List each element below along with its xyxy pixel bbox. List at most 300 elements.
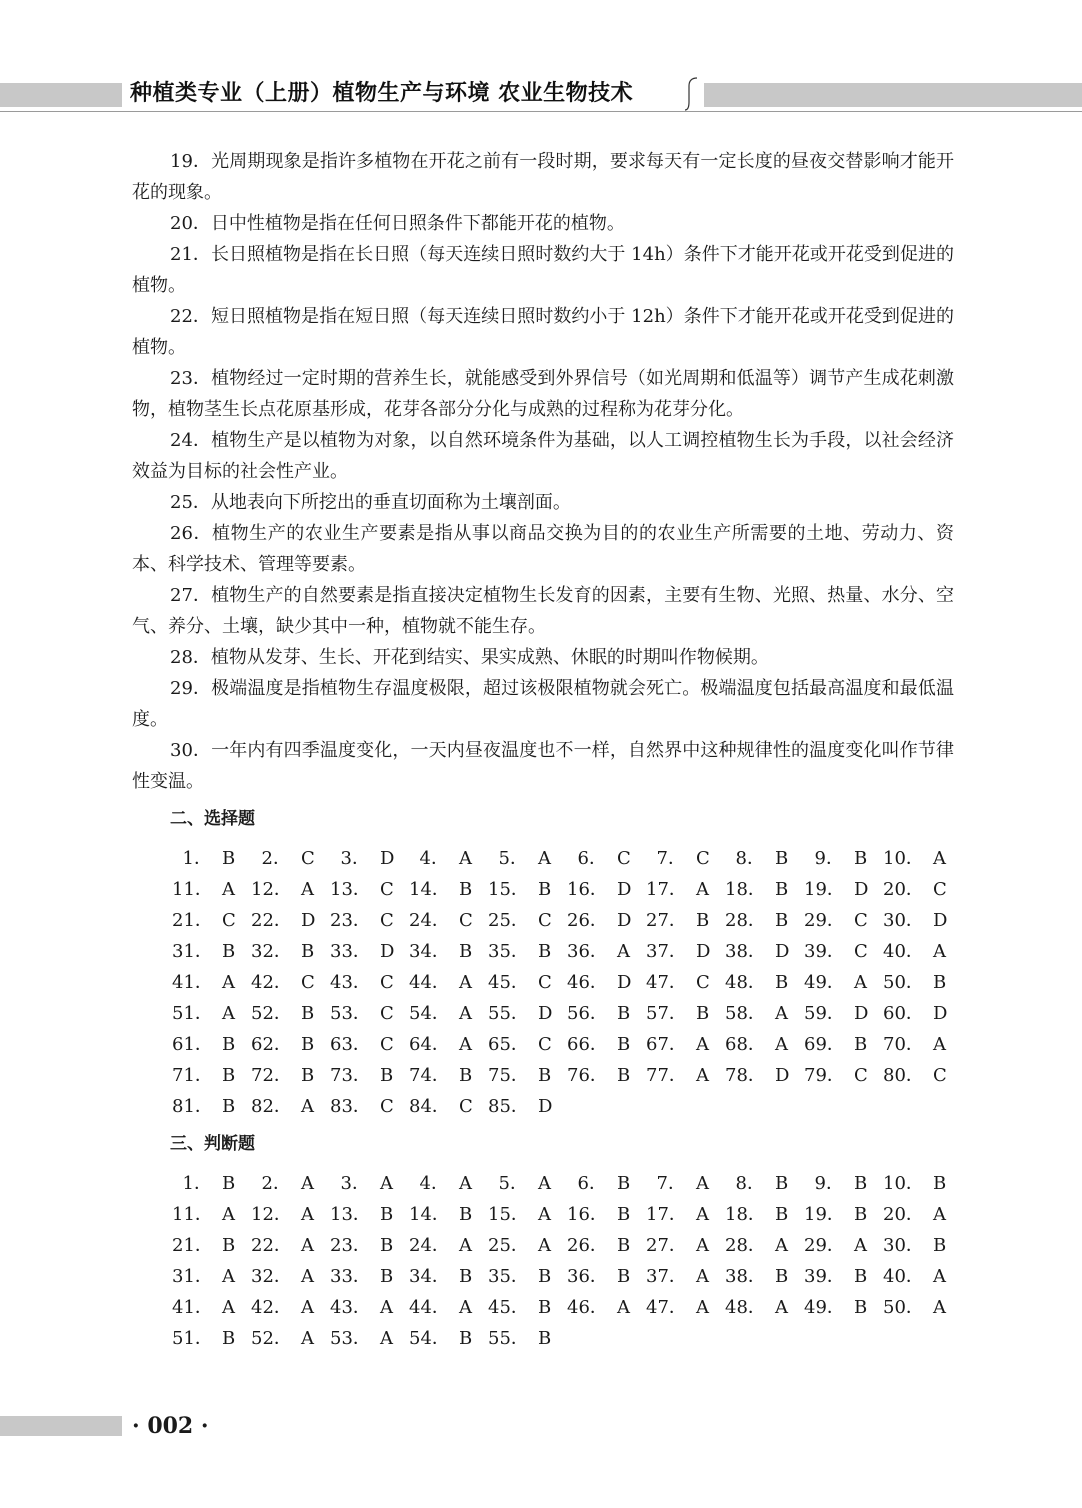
answer-number: 8． xyxy=(735,848,765,869)
answer-number: 75． xyxy=(488,1065,529,1086)
answer-number: 63． xyxy=(330,1034,371,1055)
answer-choice: B xyxy=(222,941,236,962)
answer-number: 24． xyxy=(409,910,450,931)
answer-choice: B xyxy=(617,1003,631,1024)
answer-number: 2． xyxy=(261,1173,291,1194)
answer-choice: A xyxy=(459,848,472,869)
answer-number: 23． xyxy=(330,910,371,931)
answer-choice: B xyxy=(222,1065,236,1086)
answer-number: 21． xyxy=(172,910,213,931)
answer-choice: A xyxy=(854,972,867,993)
answer-item xyxy=(172,1060,251,1091)
answer-number: 80． xyxy=(883,1065,924,1086)
answer-item xyxy=(567,1199,646,1230)
answer-item xyxy=(409,1230,488,1261)
answer-item xyxy=(804,1261,883,1292)
answer-item xyxy=(409,874,488,905)
answer-number: 42． xyxy=(251,1297,292,1318)
answer-item xyxy=(251,1060,330,1091)
answer-number: 64． xyxy=(409,1034,450,1055)
definition-paragraph: 26．植物生产的农业生产要素是指从事以商品交换为目的的农业生产所需要的土地、劳动力、资本、科学技术、管理等要素。 xyxy=(132,523,954,575)
answer-item xyxy=(804,843,883,874)
answer-item xyxy=(883,936,962,967)
answer-item xyxy=(883,1230,962,1261)
answer-choice: B xyxy=(222,1173,236,1194)
answer-item xyxy=(883,905,962,936)
answer-number: 45． xyxy=(488,1297,529,1318)
answer-choice: B xyxy=(459,879,473,900)
answer-item xyxy=(646,1168,725,1199)
definition-paragraph: 24．植物生产是以植物为对象，以自然环境条件为基础，以人工调控植物生长为手段，以社会经济效益为目标的社会性产业。 xyxy=(132,430,954,482)
answer-number: 15． xyxy=(488,879,529,900)
definition-paragraph: 29．极端温度是指植物生存温度极限，超过该极限植物就会死亡。极端温度包括最高温度和最低温度。 xyxy=(132,678,954,730)
answer-choice: B xyxy=(775,879,789,900)
answer-item xyxy=(646,1060,725,1091)
answer-choice: A xyxy=(380,1297,393,1318)
answer-choice: B xyxy=(775,848,789,869)
answer-item xyxy=(804,998,883,1029)
answer-item xyxy=(251,1230,330,1261)
answer-number: 36． xyxy=(567,941,608,962)
answer-number: 49． xyxy=(804,972,845,993)
answer-item xyxy=(488,1168,567,1199)
answer-item xyxy=(172,998,251,1029)
answer-number: 26． xyxy=(567,910,608,931)
answer-item xyxy=(883,998,962,1029)
answer-number: 52． xyxy=(251,1003,292,1024)
answer-number: 42． xyxy=(251,972,292,993)
answer-choice: B xyxy=(617,1173,631,1194)
answer-number: 17． xyxy=(646,879,687,900)
answer-number: 13． xyxy=(330,1204,371,1225)
page-number: · 002 · xyxy=(132,1413,209,1439)
answer-item xyxy=(646,967,725,998)
answer-number: 34． xyxy=(409,1266,450,1287)
answer-number: 20． xyxy=(883,879,924,900)
answer-choice: C xyxy=(380,1003,394,1024)
answer-item xyxy=(488,1091,567,1122)
answer-number: 28． xyxy=(725,1235,766,1256)
answer-choice: D xyxy=(617,910,632,931)
answer-choice: A xyxy=(696,879,709,900)
answer-choice: A xyxy=(696,1034,709,1055)
answer-item xyxy=(409,1292,488,1323)
section-heading: 三、判断题 xyxy=(170,1134,255,1154)
answer-item xyxy=(488,998,567,1029)
answer-number: 50． xyxy=(883,972,924,993)
answer-item xyxy=(330,1261,409,1292)
answer-number: 51． xyxy=(172,1328,213,1349)
answer-number: 56． xyxy=(567,1003,608,1024)
header-bracket-decor xyxy=(685,76,699,112)
answer-number: 41． xyxy=(172,972,213,993)
answer-number: 1． xyxy=(182,1173,212,1194)
answer-choice: A xyxy=(775,1003,788,1024)
answer-item xyxy=(409,1029,488,1060)
answer-choice: A xyxy=(301,1297,314,1318)
answer-choice: A xyxy=(459,1034,472,1055)
answer-choice: C xyxy=(380,1034,394,1055)
answer-item xyxy=(330,1060,409,1091)
answer-choice: A xyxy=(538,1204,551,1225)
answer-number: 10． xyxy=(883,848,924,869)
answer-choice: B xyxy=(696,910,710,931)
answer-number: 22． xyxy=(251,1235,292,1256)
answer-item xyxy=(646,1199,725,1230)
answer-item xyxy=(804,1230,883,1261)
answer-number: 33． xyxy=(330,941,371,962)
answer-item xyxy=(251,1261,330,1292)
answer-number: 30． xyxy=(883,910,924,931)
answer-choice: D xyxy=(380,941,395,962)
answer-item xyxy=(409,1261,488,1292)
answer-number: 19． xyxy=(804,879,845,900)
answer-number: 14． xyxy=(409,1204,450,1225)
answer-choice: A xyxy=(696,1173,709,1194)
answer-item xyxy=(567,967,646,998)
answer-choice: A xyxy=(301,1204,314,1225)
answer-number: 27． xyxy=(646,910,687,931)
answer-item xyxy=(330,874,409,905)
answer-choice: A xyxy=(696,1235,709,1256)
answer-choice: B xyxy=(854,1297,868,1318)
header-rule xyxy=(0,111,1082,112)
answer-number: 18． xyxy=(725,879,766,900)
answer-item xyxy=(251,967,330,998)
answer-number: 40． xyxy=(883,941,924,962)
definition-paragraph: 30．一年内有四季温度变化，一天内昼夜温度也不一样，自然界中这种规律性的温度变化叫作节律性变温。 xyxy=(132,740,954,792)
answer-number: 79． xyxy=(804,1065,845,1086)
answer-number: 6． xyxy=(577,848,607,869)
answer-number: 41． xyxy=(172,1297,213,1318)
answer-item xyxy=(409,1323,488,1354)
answer-choice: A xyxy=(933,1266,946,1287)
answer-choice: A xyxy=(222,1266,235,1287)
answer-item xyxy=(488,936,567,967)
answer-number: 81． xyxy=(172,1096,213,1117)
answer-number: 12． xyxy=(251,879,292,900)
answer-number: 5． xyxy=(498,848,528,869)
answer-number: 77． xyxy=(646,1065,687,1086)
answer-number: 32． xyxy=(251,941,292,962)
answer-choice: D xyxy=(933,1003,948,1024)
answer-item xyxy=(330,1199,409,1230)
definition-paragraph: 28．植物从发芽、生长、开花到结实、果实成熟、休眠的时期叫作物候期。 xyxy=(170,647,769,668)
definition-paragraph: 25．从地表向下所挖出的垂直切面称为土壤剖面。 xyxy=(170,492,571,513)
answer-item xyxy=(251,998,330,1029)
answer-number: 53． xyxy=(330,1328,371,1349)
answer-choice: B xyxy=(617,1204,631,1225)
definition-paragraph: 21．长日照植物是指在长日照（每天连续日照时数约大于 14h）条件下才能开花或开花受到促进的植物。 xyxy=(132,244,954,296)
answer-item xyxy=(172,1292,251,1323)
answer-number: 4． xyxy=(419,848,449,869)
answer-choice: B xyxy=(538,1065,552,1086)
answer-number: 32． xyxy=(251,1266,292,1287)
answer-item xyxy=(646,1261,725,1292)
answer-choice: C xyxy=(538,910,552,931)
answer-item xyxy=(172,967,251,998)
answer-item xyxy=(725,1261,804,1292)
answer-number: 82． xyxy=(251,1096,292,1117)
answer-item xyxy=(251,1323,330,1354)
answer-choice: D xyxy=(617,879,632,900)
answer-item xyxy=(488,1029,567,1060)
answer-choice: A xyxy=(222,1003,235,1024)
answer-number: 6． xyxy=(577,1173,607,1194)
answer-number: 43． xyxy=(330,972,371,993)
answer-number: 29． xyxy=(804,1235,845,1256)
answer-choice: A xyxy=(301,1096,314,1117)
answer-item xyxy=(646,874,725,905)
header-decor-bar-right xyxy=(704,83,1082,107)
answer-number: 48． xyxy=(725,1297,766,1318)
answer-number: 8． xyxy=(735,1173,765,1194)
definition-paragraph: 19．光周期现象是指许多植物在开花之前有一段时期，要求每天有一定长度的昼夜交替影响才能开花的现象。 xyxy=(132,151,954,203)
answer-item xyxy=(725,1199,804,1230)
answer-choice: B xyxy=(301,941,315,962)
answer-choice: B xyxy=(538,941,552,962)
answer-item xyxy=(251,843,330,874)
answer-item xyxy=(251,1091,330,1122)
answer-item xyxy=(330,936,409,967)
answer-item xyxy=(251,1292,330,1323)
answer-choice: A xyxy=(459,1003,472,1024)
answer-number: 21． xyxy=(172,1235,213,1256)
answer-number: 14． xyxy=(409,879,450,900)
answer-number: 48． xyxy=(725,972,766,993)
answer-number: 67． xyxy=(646,1034,687,1055)
answer-number: 58． xyxy=(725,1003,766,1024)
answer-choice: C xyxy=(854,941,868,962)
answer-choice: C xyxy=(617,848,631,869)
answer-choice: A xyxy=(222,879,235,900)
answer-item xyxy=(330,1168,409,1199)
answer-choice: B xyxy=(854,1204,868,1225)
answer-item xyxy=(804,1199,883,1230)
answer-choice: A xyxy=(696,1266,709,1287)
answer-number: 9． xyxy=(814,848,844,869)
answer-item xyxy=(883,1199,962,1230)
answer-item xyxy=(172,1029,251,1060)
answer-item xyxy=(567,874,646,905)
answer-choice: C xyxy=(933,1065,947,1086)
answer-item xyxy=(567,1292,646,1323)
answer-item xyxy=(646,1292,725,1323)
answer-item xyxy=(725,1060,804,1091)
answer-item xyxy=(646,998,725,1029)
answer-number: 9． xyxy=(814,1173,844,1194)
answer-choice: B xyxy=(380,1266,394,1287)
answer-number: 37． xyxy=(646,1266,687,1287)
answer-choice: B xyxy=(933,972,947,993)
answer-number: 2． xyxy=(261,848,291,869)
answer-number: 50． xyxy=(883,1297,924,1318)
answer-choice: A xyxy=(222,972,235,993)
answer-choice: B xyxy=(222,1328,236,1349)
answer-number: 62． xyxy=(251,1034,292,1055)
answer-number: 55． xyxy=(488,1328,529,1349)
answer-choice: A xyxy=(459,1235,472,1256)
answer-number: 52． xyxy=(251,1328,292,1349)
answer-choice: C xyxy=(380,972,394,993)
answer-number: 66． xyxy=(567,1034,608,1055)
definition-paragraph: 27．植物生产的自然要素是指直接决定植物生长发育的因素，主要有生物、光照、热量、水分、空气、养分、土壤，缺少其中一种，植物就不能生存。 xyxy=(132,585,954,637)
answer-item xyxy=(725,1292,804,1323)
answer-choice: B xyxy=(854,1266,868,1287)
answer-item xyxy=(330,998,409,1029)
answer-item xyxy=(172,1199,251,1230)
answer-item xyxy=(804,1292,883,1323)
answer-choice: D xyxy=(775,941,790,962)
header-decor-bar-left xyxy=(0,83,122,107)
answer-choice: B xyxy=(380,1204,394,1225)
answer-choice: B xyxy=(538,879,552,900)
answer-grid xyxy=(172,843,954,1122)
answer-number: 60． xyxy=(883,1003,924,1024)
answer-item xyxy=(883,1029,962,1060)
answer-choice: B xyxy=(854,848,868,869)
answer-choice: A xyxy=(617,1297,630,1318)
answer-number: 25． xyxy=(488,1235,529,1256)
answer-item xyxy=(488,1199,567,1230)
answer-choice: A xyxy=(696,1297,709,1318)
answer-number: 37． xyxy=(646,941,687,962)
answer-choice: B xyxy=(854,1173,868,1194)
answer-item xyxy=(567,1261,646,1292)
answer-choice: A xyxy=(301,879,314,900)
answer-number: 61． xyxy=(172,1034,213,1055)
answer-item xyxy=(567,1060,646,1091)
answer-item xyxy=(567,936,646,967)
answer-item xyxy=(172,1261,251,1292)
answer-item xyxy=(251,936,330,967)
answer-choice: A xyxy=(459,1297,472,1318)
running-header-title: 种植类专业（上册）植物生产与环境 农业生物技术 xyxy=(130,81,634,106)
answer-item xyxy=(883,874,962,905)
answer-choice: A xyxy=(538,848,551,869)
answer-item xyxy=(488,967,567,998)
answer-choice: B xyxy=(617,1034,631,1055)
answer-item xyxy=(567,843,646,874)
answer-number: 53． xyxy=(330,1003,371,1024)
answer-choice: B xyxy=(696,1003,710,1024)
answer-choice: B xyxy=(459,1204,473,1225)
answer-number: 72． xyxy=(251,1065,292,1086)
answer-item xyxy=(172,1091,251,1122)
answer-number: 68． xyxy=(725,1034,766,1055)
answer-number: 74． xyxy=(409,1065,450,1086)
answer-item xyxy=(172,843,251,874)
answer-number: 85． xyxy=(488,1096,529,1117)
answer-choice: B xyxy=(933,1235,947,1256)
page-body xyxy=(132,146,954,1360)
answer-item xyxy=(646,905,725,936)
answer-item xyxy=(646,1230,725,1261)
answer-number: 46． xyxy=(567,972,608,993)
answer-number: 12． xyxy=(251,1204,292,1225)
answer-item xyxy=(330,843,409,874)
answer-number: 34． xyxy=(409,941,450,962)
answer-number: 51． xyxy=(172,1003,213,1024)
answer-item xyxy=(646,936,725,967)
answer-number: 78． xyxy=(725,1065,766,1086)
answer-number: 47． xyxy=(646,972,687,993)
answer-choice: A xyxy=(222,1204,235,1225)
answer-item xyxy=(804,1029,883,1060)
answer-item xyxy=(804,967,883,998)
answer-choice: C xyxy=(459,910,473,931)
answer-choice: A xyxy=(380,1173,393,1194)
answer-item xyxy=(488,843,567,874)
answer-grid xyxy=(172,1168,954,1354)
answer-choice: B xyxy=(459,1266,473,1287)
answer-choice: D xyxy=(854,879,869,900)
answer-number: 17． xyxy=(646,1204,687,1225)
answer-number: 54． xyxy=(409,1328,450,1349)
answer-item xyxy=(488,905,567,936)
definition-paragraph: 23．植物经过一定时期的营养生长，就能感受到外界信号（如光周期和低温等）调节产生成花刺激物，植物茎生长点花原基形成，花芽各部分分化与成熟的过程称为花芽分化。 xyxy=(132,368,954,420)
answer-item xyxy=(804,1060,883,1091)
answer-number: 36． xyxy=(567,1266,608,1287)
answer-number: 1． xyxy=(182,848,212,869)
answer-item xyxy=(725,967,804,998)
answer-item xyxy=(567,1230,646,1261)
answer-number: 26． xyxy=(567,1235,608,1256)
answer-number: 38． xyxy=(725,941,766,962)
answer-number: 76． xyxy=(567,1065,608,1086)
answer-choice: B xyxy=(301,1065,315,1086)
answer-choice: C xyxy=(380,879,394,900)
answer-item xyxy=(488,1261,567,1292)
answer-choice: C xyxy=(538,1034,552,1055)
answer-item xyxy=(409,1060,488,1091)
answer-number: 10． xyxy=(883,1173,924,1194)
answer-choice: A xyxy=(459,972,472,993)
answer-choice: A xyxy=(301,1266,314,1287)
answer-number: 16． xyxy=(567,879,608,900)
answer-choice: B xyxy=(222,1096,236,1117)
answer-choice: A xyxy=(854,1235,867,1256)
answer-choice: A xyxy=(301,1173,314,1194)
answer-item xyxy=(330,905,409,936)
answer-choice: A xyxy=(301,1328,314,1349)
answer-item xyxy=(330,1029,409,1060)
answer-number: 3． xyxy=(340,1173,370,1194)
answer-choice: D xyxy=(538,1096,553,1117)
answer-number: 24． xyxy=(409,1235,450,1256)
answer-choice: A xyxy=(933,848,946,869)
answer-choice: B xyxy=(459,1065,473,1086)
answer-choice: A xyxy=(696,1204,709,1225)
answer-item xyxy=(567,1168,646,1199)
answer-choice: A xyxy=(222,1297,235,1318)
answer-number: 31． xyxy=(172,1266,213,1287)
answer-number: 3． xyxy=(340,848,370,869)
answer-number: 13． xyxy=(330,879,371,900)
answer-choice: B xyxy=(222,1034,236,1055)
answer-choice: B xyxy=(775,1204,789,1225)
answer-choice: C xyxy=(854,910,868,931)
answer-number: 45． xyxy=(488,972,529,993)
answer-choice: D xyxy=(538,1003,553,1024)
answer-item xyxy=(567,998,646,1029)
answer-choice: D xyxy=(775,1065,790,1086)
answer-item xyxy=(883,1060,962,1091)
answer-choice: B xyxy=(459,941,473,962)
answer-choice: A xyxy=(538,1173,551,1194)
answer-number: 84． xyxy=(409,1096,450,1117)
answer-choice: A xyxy=(301,1235,314,1256)
